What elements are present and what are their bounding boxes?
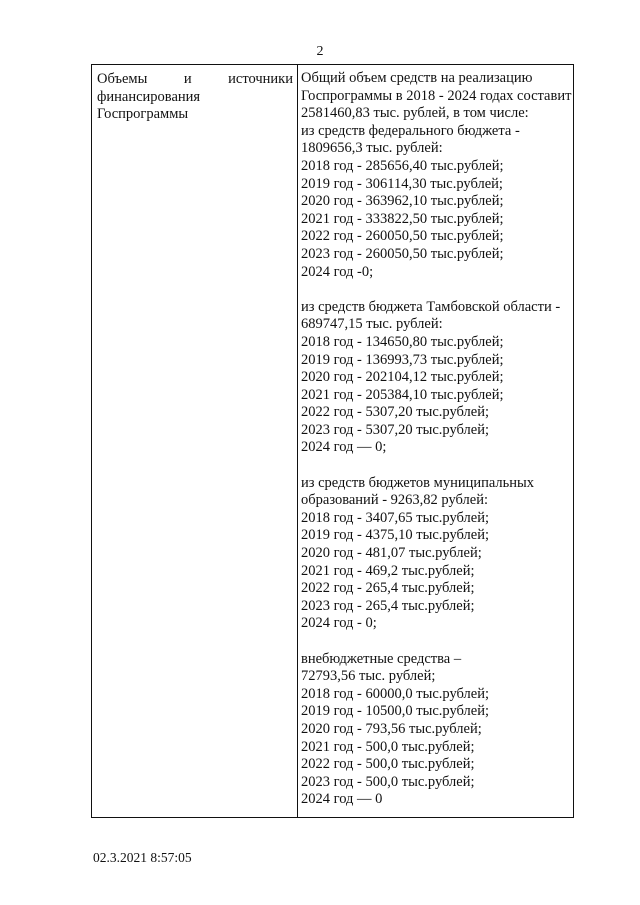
municipal-budget-line: 2018 год - 3407,65 тыс.рублей; (301, 509, 489, 526)
municipal-budget-line: 2019 год - 4375,10 тыс.рублей; (301, 527, 489, 544)
column-divider (297, 65, 298, 817)
extrabudgetary-line: 2020 год - 793,56 тыс.рублей; (301, 720, 482, 737)
municipal-budget-line: образований - 9263,82 рублей: (301, 492, 488, 509)
extrabudgetary-line: внебюджетные средства – (301, 650, 462, 667)
municipal-budget-line: 2021 год - 469,2 тыс.рублей; (301, 562, 475, 579)
label-line: финансирования (97, 88, 201, 105)
table-value-cell (301, 70, 571, 809)
federal-budget-line: 2021 год - 333822,50 тыс.рублей; (301, 210, 504, 227)
table-label-cell (97, 71, 293, 124)
federal-budget-line: 2020 год - 363962,10 тыс.рублей; (301, 193, 504, 210)
federal-budget-line: 2024 год -0; (301, 263, 374, 280)
regional-budget-line: 689747,15 тыс. рублей: (301, 316, 443, 333)
regional-budget-line: 2020 год - 202104,12 тыс.рублей; (301, 369, 504, 386)
intro-line: 2581460,83 тыс. рублей, в том числе: (301, 105, 529, 122)
label-word: источники (228, 71, 293, 87)
regional-budget-line: 2024 год — 0; (301, 439, 387, 456)
municipal-budget-line: 2022 год - 265,4 тыс.рублей; (301, 580, 475, 597)
extrabudgetary-line: 72793,56 тыс. рублей; (301, 668, 436, 685)
regional-budget-line: 2018 год - 134650,80 тыс.рублей; (301, 333, 504, 350)
federal-budget-line: 2023 год - 260050,50 тыс.рублей; (301, 245, 504, 262)
regional-budget-line: 2022 год - 5307,20 тыс.рублей; (301, 404, 489, 421)
label-word: Объемы (97, 71, 148, 87)
municipal-budget-line: 2024 год - 0; (301, 615, 377, 632)
extrabudgetary-line: 2021 год - 500,0 тыс.рублей; (301, 738, 475, 755)
federal-budget-line: 2019 год - 306114,30 тыс.рублей; (301, 175, 503, 192)
intro-line: Госпрограммы в 2018 - 2024 годах составит (301, 87, 572, 104)
regional-budget-line: 2021 год - 205384,10 тыс.рублей; (301, 386, 504, 403)
extrabudgetary-line: 2024 год — 0 (301, 791, 383, 808)
page-number: 2 (316, 44, 324, 59)
municipal-budget-line: 2020 год - 481,07 тыс.рублей; (301, 545, 482, 562)
section-spacer (301, 281, 571, 299)
label-first-line (97, 71, 293, 89)
intro-line: Общий объем средств на реализацию (301, 70, 533, 86)
extrabudgetary-line: 2023 год - 500,0 тыс.рублей; (301, 773, 475, 790)
federal-budget-line: из средств федерального бюджета - (301, 122, 520, 139)
federal-budget-line: 1809656,3 тыс. рублей: (301, 140, 443, 157)
extrabudgetary-line: 2022 год - 500,0 тыс.рублей; (301, 756, 475, 773)
footer-timestamp: 02.3.2021 8:57:05 (93, 850, 192, 865)
section-spacer (301, 633, 571, 651)
extrabudgetary-line: 2019 год - 10500,0 тыс.рублей; (301, 703, 489, 720)
municipal-budget-line: 2023 год - 265,4 тыс.рублей; (301, 597, 475, 614)
municipal-budget-line: из средств бюджетов муниципальных (301, 474, 535, 491)
label-line: Госпрограммы (97, 106, 189, 122)
federal-budget-line: 2022 год - 260050,50 тыс.рублей; (301, 228, 504, 245)
regional-budget-line: 2023 год - 5307,20 тыс.рублей; (301, 421, 489, 438)
regional-budget-line: из средств бюджета Тамбовской области - (301, 298, 561, 315)
label-word: и (183, 71, 192, 87)
financing-table (91, 64, 574, 818)
extrabudgetary-line: 2018 год - 60000,0 тыс.рублей; (301, 685, 489, 702)
section-spacer (301, 457, 571, 475)
regional-budget-line: 2019 год - 136993,73 тыс.рублей; (301, 351, 504, 368)
federal-budget-line: 2018 год - 285656,40 тыс.рублей; (301, 157, 504, 174)
